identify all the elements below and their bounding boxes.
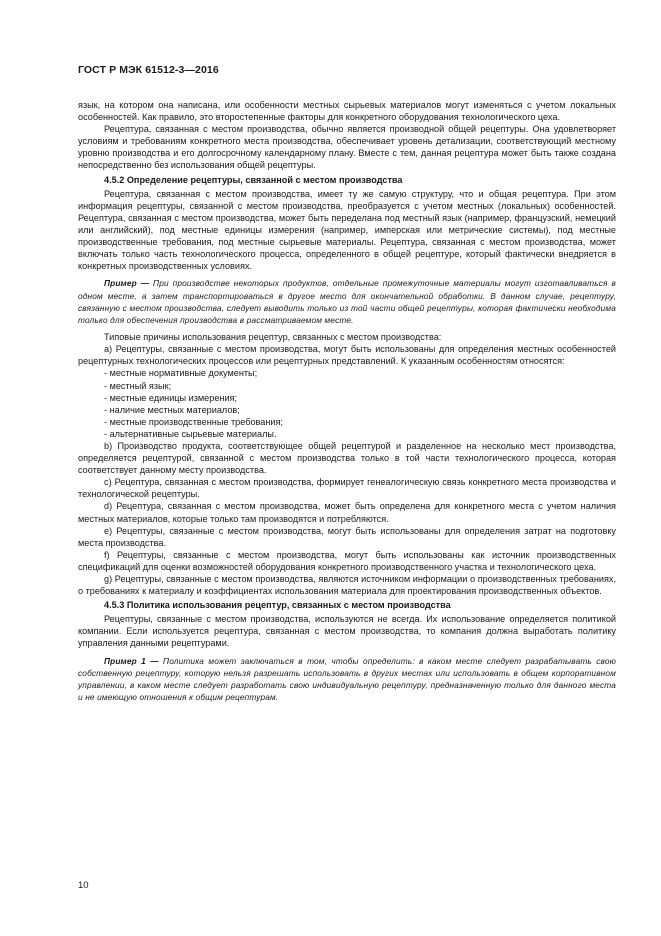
- paragraph: Рецептура, связанная с местом производства, обычно является производной общей рецептуры. Она удовлетворяет условиям и требованиям конкретного места производства, обеспечивает уровень детализации, соответствующий местному уровню производства и его долгосрочному календарному плану. Вместе с тем, данная рецептура может быть также создана непосредственно без использования общей рецептуры.: [78, 124, 616, 171]
- list-item-e: e) Рецептуры, связанные с местом производства, могут быть использованы для определения затрат на подготовку места производства.: [78, 525, 616, 548]
- list-item-f: f) Рецептуры, связанные с местом производства, могут быть использованы как источник производственных спецификаций для оценки возможностей оборудования конкретного производственного участка и технологического цеха.: [78, 549, 616, 572]
- example-note: [78, 277, 616, 326]
- example-text: Политика может заключаться в том, чтобы определить: в каком месте следует разрабатывать свою собственную рецептуру, которую нельзя разрешать использовать в других местах или использовать в общем корпоративном управлении, в каком месте следует разработать свою индивидуальную рецептуру, предназначенную только для данного места и не имеющую отношения к общим рецептурам.: [78, 655, 616, 703]
- example-text: При производстве некоторых продуктов, отдельные промежуточные материалы могут изготавливаться в одном месте, а затем транспортироваться в другое место для окончательной обработки. В данном случае, рецептуру, связанную с местом производства, следует выводить только из той части общей рецептуры, которая фактически необходима только для обеспечения производства в рассматриваемом месте.: [78, 278, 616, 325]
- page-number: 10: [78, 880, 89, 891]
- list-item: - местные производственные требования;: [104, 416, 283, 427]
- page-header: ГОСТ Р МЭК 61512-3—2016: [78, 64, 219, 76]
- example-note: [78, 655, 616, 704]
- list-item-a: а) Рецептуры, связанные с местом производства, могут быть использованы для определения местных особенностей рецептурных технологических процессов или рецептурных представлений. К указанным особенностям относятся:: [78, 344, 616, 367]
- paragraph: Рецептура, связанная с местом производства, имеет ту же самую структуру, что и общая рецептура. При этом информация рецептуры, связанной с местом производства, преобразуется с учетом местных (локальных) особенностей. Рецептура, связанная с местом производства, может быть переделана под местный язык (например, французский, немецкий или английский), под местные единицы измерения (например, имперская или метрические системы), под местные производственные требования, под местные сырьевые материалы. Рецептура, связанная с местом производства, может включать только часть технологического процесса, определенного в общей рецептуре, который фактически внедряется в конкретных производственных условиях.: [78, 188, 616, 272]
- list-item: - местные единицы измерения;: [104, 392, 238, 403]
- features-list: [78, 367, 616, 440]
- paragraph: Рецептуры, связанные с местом производства, используются не всегда. Их использование определяется политикой компании. Если используется рецептура, связанная с местом производства, то компания должна выработать политику управления данными рецептурами.: [78, 614, 616, 649]
- example-label: Пример —: [104, 278, 150, 289]
- list-item-d: d) Рецептура, связанная с местом производства, может быть определена для конкретного места с учетом наличия местных материалов, которые только там производятся и потребляются.: [78, 501, 616, 524]
- section-heading-4-5-3: 4.5.3 Политика использования рецептур, связанных с местом производства: [104, 600, 451, 611]
- paragraph: Типовые причины использования рецептур, связанных с местом производства:: [104, 332, 442, 343]
- list-item: - альтернативные сырьевые материалы.: [104, 428, 277, 439]
- page-content: [78, 99, 616, 703]
- list-item-g: g) Рецептуры, связанные с местом производства, являются источником информации о производственных требованиях, о требованиях к материалу и коэффициентах использования материала для проектирования производственных объектов.: [78, 574, 616, 597]
- list-item: - местный язык;: [104, 380, 172, 391]
- list-item-c: c) Рецептура, связанная с местом производства, формирует генеалогическую связь конкретного места производства и технологической рецептуры.: [78, 477, 616, 500]
- paragraph: язык, на котором она написана, или особенности местных сырьевых материалов могут изменяться с учетом локальных особенностей. Как правило, это второстепенные факторы для конкретного оборудования технологического цеха.: [78, 100, 616, 123]
- example-label: Пример 1 —: [104, 655, 159, 666]
- section-heading-4-5-2: 4.5.2 Определение рецептуры, связанной с местом производства: [104, 174, 403, 185]
- list-item-b: b) Производство продукта, соответствующее общей рецептурой и разделенное на несколько мест производства, определяется рецептурой, связанной с местом производства только в той части технологического процесса, которая соответствует данному месту производства.: [78, 440, 616, 476]
- list-item: - наличие местных материалов;: [104, 404, 240, 415]
- list-item: - местные нормативные документы;: [104, 368, 258, 379]
